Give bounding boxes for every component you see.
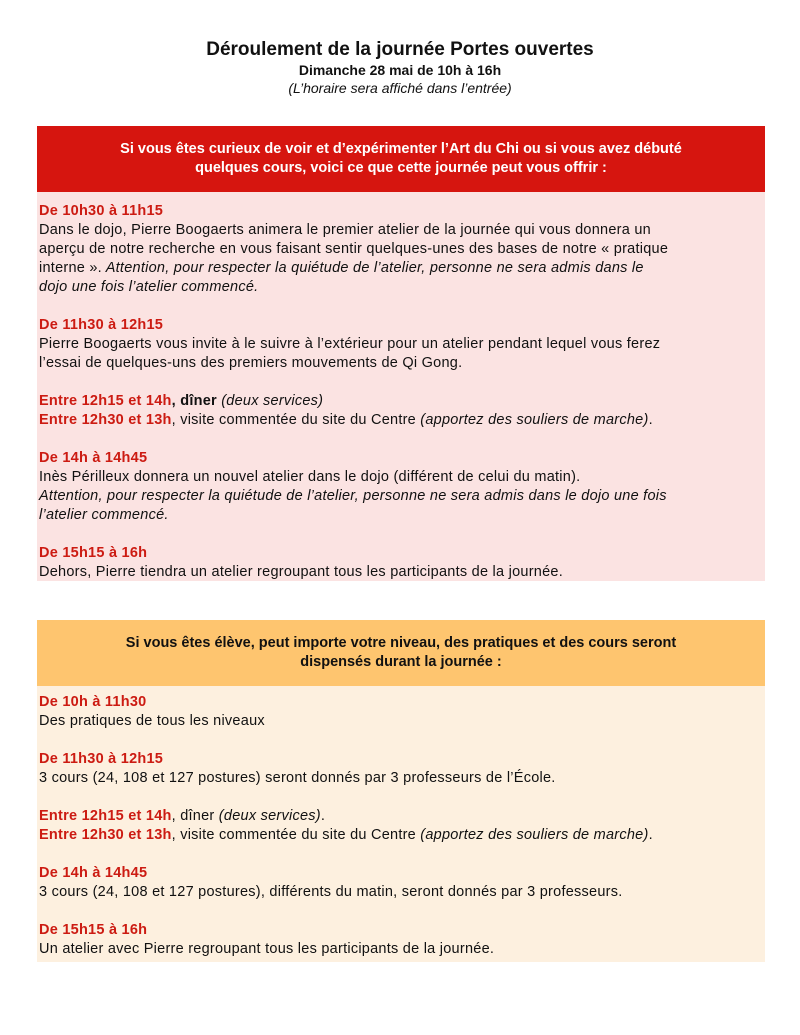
schedule-text [39, 259, 763, 278]
page-header [0, 38, 800, 97]
schedule-text [39, 392, 763, 411]
schedule-text [39, 807, 763, 826]
schedule-time: Entre 12h15 et 14h [39, 808, 172, 824]
schedule-time: De 15h15 à 16h [39, 922, 148, 938]
schedule-time: De 11h30 à 12h15 [39, 751, 164, 767]
schedule-text: Pierre Boogaerts vous invite à le suivre à l’extérieur pour un atelier pendant lequel vous ferez [39, 336, 661, 352]
schedule-text: 3 cours (24, 108 et 127 postures), différents du matin, seront donnés par 3 professeurs. [39, 884, 623, 900]
schedule-item [39, 693, 763, 731]
schedule-text: Dehors, Pierre tiendra un atelier regroupant tous les participants de la journée. [39, 564, 564, 580]
schedule-item [39, 544, 763, 582]
schedule-note: (apportez des souliers de marche) [420, 827, 649, 843]
students-heading-line: Si vous êtes élève, peut importe votre niveau, des pratiques et des cours seront [125, 635, 677, 651]
schedule-time: De 15h15 à 16h [39, 545, 148, 561]
schedule-text-part: interne ». [39, 260, 102, 276]
schedule-warning: dojo une fois l’atelier commencé. [39, 279, 259, 295]
schedule-time: De 14h à 14h45 [39, 865, 148, 881]
schedule-text-part: . [320, 808, 326, 824]
page-subtitle: Dimanche 28 mai de 10h à 16h [298, 62, 502, 78]
schedule-item [39, 392, 763, 430]
newcomers-section [37, 126, 765, 581]
schedule-text-part: . [648, 412, 653, 428]
schedule-time: De 14h à 14h45 [39, 450, 148, 466]
schedule-item [39, 864, 763, 902]
schedule-time: De 10h à 11h30 [39, 694, 147, 710]
schedule-note: (apportez des souliers de marche) [420, 412, 649, 428]
schedule-text [39, 411, 763, 430]
schedule-text-part: , visite commentée du site du Centre [171, 412, 421, 428]
schedule-warning: Attention, pour respecter la quiétude de l’atelier, personne ne sera admis dans le dojo une fois [39, 488, 667, 504]
schedule-item [39, 750, 763, 788]
schedule-time: Entre 12h30 et 13h [39, 412, 172, 428]
schedule-time: De 11h30 à 12h15 [39, 317, 164, 333]
schedule-text: 3 cours (24, 108 et 127 postures) seront donnés par 3 professeurs de l’École. [39, 770, 556, 786]
schedule-text-part: , dîner [171, 393, 222, 409]
newcomers-heading [37, 126, 765, 192]
schedule-note: (deux services) [218, 808, 321, 824]
schedule-item [39, 921, 763, 959]
schedule-note: (deux services) [221, 393, 324, 409]
schedule-warning: Attention, pour respecter la quiétude de l’atelier, personne ne sera admis dans le [101, 260, 644, 276]
newcomers-schedule [37, 192, 765, 582]
schedule-item [39, 316, 763, 373]
schedule-time: De 10h30 à 11h15 [39, 203, 164, 219]
students-heading-line: dispensés durant la journée : [300, 654, 502, 670]
students-section [37, 620, 765, 962]
schedule-text-part: . [648, 827, 653, 843]
schedule-item [39, 449, 763, 525]
students-schedule [37, 686, 765, 959]
schedule-time: Entre 12h30 et 13h [39, 827, 172, 843]
schedule-item [39, 807, 763, 845]
schedule-text-part: , visite commentée du site du Centre [171, 827, 421, 843]
schedule-item [39, 202, 763, 297]
newcomers-heading-line: quelques cours, voici ce que cette journée peut vous offrir : [195, 160, 607, 176]
schedule-text: Dans le dojo, Pierre Boogaerts animera le premier atelier de la journée qui vous donnera un [39, 222, 651, 238]
schedule-note: (L’horaire sera affiché dans l’entrée) [288, 80, 512, 96]
schedule-time: Entre 12h15 et 14h [39, 393, 172, 409]
schedule-text-part: , dîner [171, 808, 219, 824]
schedule-text: Des pratiques de tous les niveaux [39, 713, 265, 729]
newcomers-heading-line: Si vous êtes curieux de voir et d’expérimenter l’Art du Chi ou si vous avez débuté [120, 141, 682, 157]
schedule-text: l’essai de quelques-uns des premiers mouvements de Qi Gong. [39, 355, 463, 371]
schedule-text: Un atelier avec Pierre regroupant tous les participants de la journée. [39, 941, 495, 957]
schedule-text: aperçu de notre recherche en vous faisant sentir quelques-unes des bases de notre « pratique [39, 241, 669, 257]
schedule-text: Inès Périlleux donnera un nouvel atelier dans le dojo (différent de celui du matin). [39, 469, 581, 485]
page-title: Déroulement de la journée Portes ouvertes [206, 39, 594, 60]
schedule-warning: l’atelier commencé. [39, 507, 169, 523]
students-heading [37, 620, 765, 686]
schedule-text [39, 826, 763, 845]
